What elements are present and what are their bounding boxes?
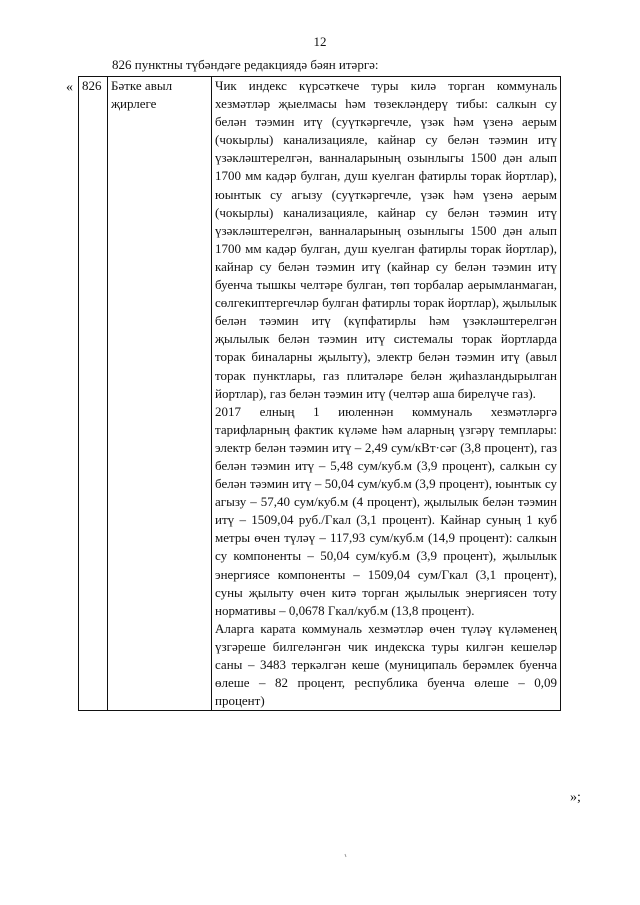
entry-table <box>78 76 561 711</box>
row-number: 826 <box>79 77 108 711</box>
paragraph-utilities: Чик индекс күрсәткече туры килә торган коммуналь хезмәтләр җыелмасы һәм төзекләндерү тибы: салкын су белән тәэмин итү (суүткәргечле, үзәк һәм үзенә аерым (чокырлы) канализацияле, кайнар су белән тәэмин итү үзәкләштерелгән, ванналарының озынлыгы 1500 дән алып 1700 мм кадәр булган, душ куелган фатирлы торак йортлар), юынтык су агызу (суүткәргечле, үзәк һәм үзенә аерым (чокырлы) канализацияле, кайнар су белән тәэмин итү үзәкләштерелгән, ванналарының озынлыгы 1500 дән алып 1700 мм кадәр булган, душ куелган фатирлы торак йортлар), кайнар су белән тәэмин итү (кайнар су белән тәэмин итү буенча тышкы челтәре булган, төп торбалар аерымланмаган, сөлгекиптергечләр булган фатирлы торак йортлар), җылылык белән тәэмин итү (күпфатирлы һәм үзәкләштерелгән җылылык белән тәэмин итү системалы торак йортларда торак биналарны җылыту), электр белән тәэмин итү (авыл торак пунктлары, газ плитәләре белән җиһазландырылган йортлар), газ белән тәэмин итү (челтәр аша бирелүче газ). <box>215 78 557 401</box>
intro-line: 826 пунктны түбәндәге редакциядә бәян итәргә: <box>112 57 379 72</box>
closing-quote: »; <box>570 790 581 805</box>
region-name: Бәтке авыл җирлеге <box>108 77 212 711</box>
row-description <box>212 77 561 711</box>
opening-quote: « <box>66 80 73 95</box>
scan-mark <box>345 854 346 857</box>
page-number: 12 <box>313 34 327 49</box>
table-row <box>79 77 561 711</box>
paragraph-tariffs: 2017 елның 1 июленнән коммуналь хезмәтләргә тарифларның фактик күләме һәм аларның үзгәрү темплары: электр белән тәэмин итү – 2,49 сум/кВт·сәг (3,8 процент), газ белән тәэмин итү – 5,48 сум/куб.м (3,9 процент), салкын су белән тәэмин итү – 50,04 сум/куб.м (3,9 процент), юынтык су агызу – 57,40 сум/куб.м (4 процент), җылылык белән тәэмин итү – 1509,04 руб./Гкал (3,1 процент). Кайнар суның 1 куб метры өчен түләү – 117,93 сум/куб.м (14,9 процент): салкын су компоненты – 50,04 сум/куб.м (3,9 процент), җылылык энергиясе компоненты – 1509,04 сум/Гкал (3,1 процент), суны җылыту өчен китә торган җылылык энергиясен тоту нормативы – 0,0678 Гкал/куб.м (13,8 процент). <box>215 403 557 618</box>
paragraph-population: Аларга карата коммуналь хезмәтләр өчен түләү күләменең үзгәреше билгеләнгән чик индекска туры килгән кешеләр саны – 3483 теркәлгән кеше (муниципаль берәмлек буенча өлеше – 82 процент, республика буенча өлеше – 0,09 процент) <box>215 620 557 709</box>
